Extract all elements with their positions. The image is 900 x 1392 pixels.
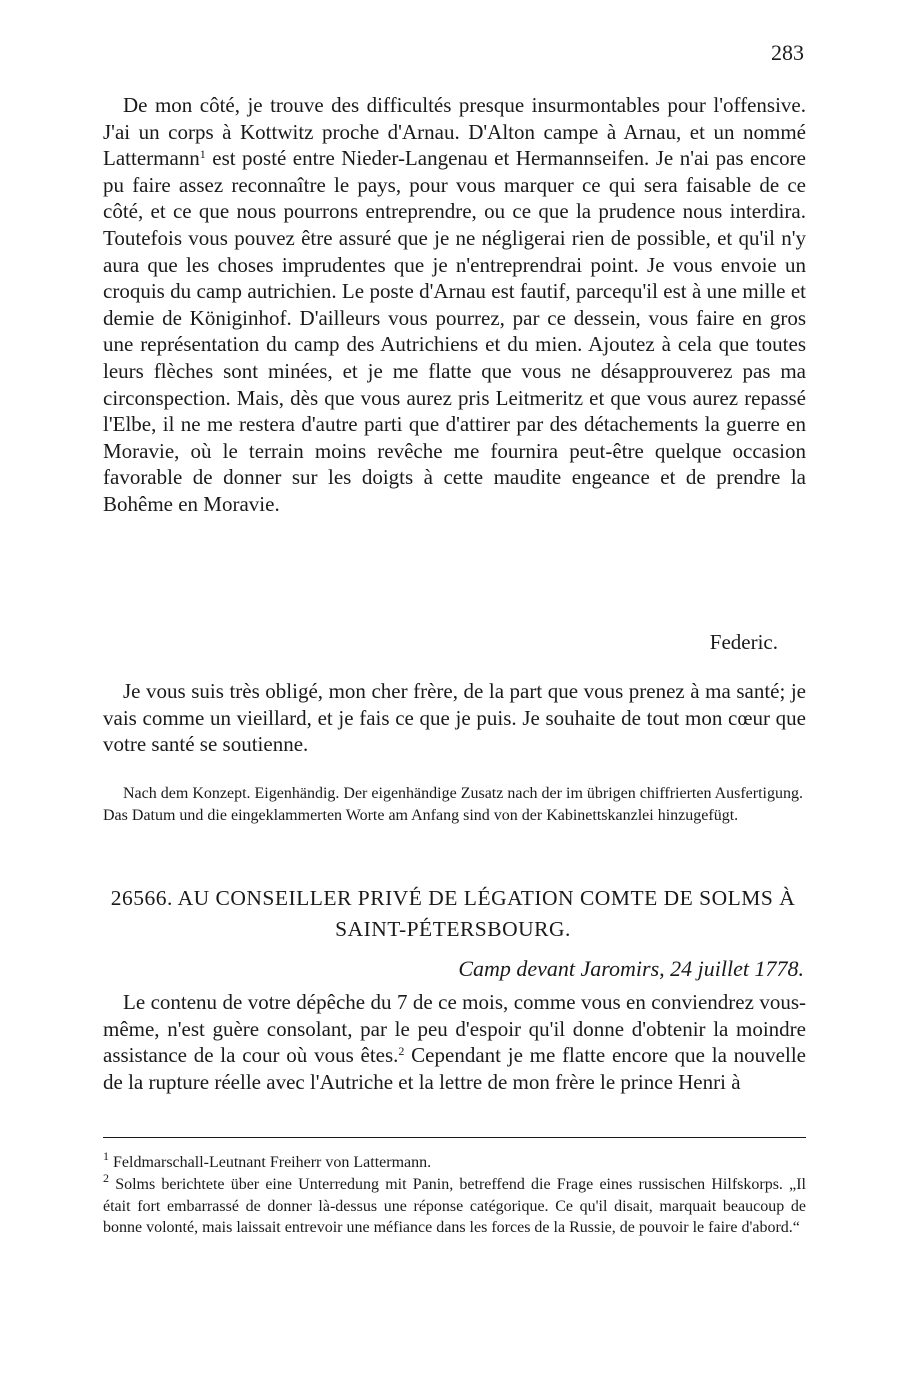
letter-paragraph — [103, 92, 806, 518]
footnote-divider — [103, 1137, 806, 1138]
letter-body-part-1: Le contenu de votre dépêche du 7 de ce mois, comme vous en conviendrez vous-même, n'est guère consolant, par le peu d'espoir qu'il donne d'obtenir la moindre assistance de la cour où vous êtes. — [103, 990, 806, 1068]
footnote-ref-1: 1 — [199, 147, 206, 162]
footnote-text-1: Feldmarschall-Leutnant Freiherr von Lattermann. — [113, 1154, 432, 1171]
signature: Federic. — [709, 630, 778, 654]
dateline: Camp devant Jaromirs, 24 juillet 1778. — [458, 956, 804, 981]
footnote-1 — [103, 1149, 806, 1174]
footnote-2 — [103, 1170, 807, 1239]
footnotes — [103, 1149, 807, 1239]
footnote-text-2: Solms berichtete über eine Unterredung mit Panin, betreffend die Frage eines russischen Hilfskorps. „Il était fort embarrassé de donner là-dessus une réponse catégorique. Ce qu'il disait, marquait beaucoup de bonne volonté, mais laissait entrevoir une méfiance dans les forces de la Russie, de pouvoir le faire d'abord.“ — [103, 1175, 807, 1237]
letter-heading — [103, 883, 803, 945]
letter-text-part-2: est posté entre Nieder-Langenau et Hermannseifen. Je n'ai pas encore pu faire assez reconnaître le pays, pour vous marquer ce qui sera faisable de ce côté, et ce que nous pourrons entreprendre, ou ce que la prudence nous interdira. Toutefois vous pouvez être assuré que je ne négligerai rien de possible, et qu'il n'y aura que les choses imprudentes que je n'entreprendrai point. Je vous envoie un croquis du camp autrichien. Le poste d'Arnau est fautif, parcequ'il est à une mille et demie de Königinhof. D'ailleurs vous pourrez, par ce dessein, vous faire en gros une représentation du camp des Autrichiens et du mien. Ajoutez à cela que toutes leurs flèches sont minées, et je me flatte que vous ne désapprouverez pas ma circonspection. Mais, dès que vous aurez pris Leitmeritz et que vous aurez repassé l'Elbe, il ne me restera d'autre parti que d'attirer par des détachements la guerre en Moravie, où le terrain moins revêche me fournira peut-être quelque occasion favorable de donner sur les doigts à cette maudite engeance et de prendre la Bohême en Moravie. — [103, 146, 806, 516]
letter-body-part-2: Cependant je me flatte encore que la nouvelle de la rupture réelle avec l'Autriche et la lettre de mon frère le prince Henri à — [103, 1043, 806, 1094]
letter-body-paragraph — [103, 989, 806, 1095]
letter-number: 26566. — [110, 886, 173, 910]
footnote-ref-2: 2 — [398, 1044, 405, 1059]
letter-text-part-1: De mon côté, je trouve des difficultés presque insurmontables pour l'offensive. J'ai un corps à Kottwitz proche d'Arnau. D'Alton campe à Arnau, et un nommé Lattermann — [103, 93, 806, 171]
footnote-marker-1: 1 — [103, 1149, 109, 1163]
footnote-marker-2: 2 — [103, 1170, 109, 1185]
page-number: 283 — [771, 40, 804, 65]
postscript-paragraph: Je vous suis très obligé, mon cher frère, de la part que vous prenez à ma santé; je vais comme un vieillard, et je fais ce que je puis. Je souhaite de tout mon cœur que votre santé se soutienne. — [103, 679, 806, 757]
source-note: Nach dem Konzept. Eigenhändig. Der eigenhändige Zusatz nach der im übrigen chiffrierten Ausfertigung. Das Datum und die eingeklammerten Worte am Anfang sind von der Kabinettskanzlei hinzugefügt. — [103, 785, 803, 824]
letter-title: AU CONSEILLER PRIVÉ DE LÉGATION COMTE DE SOLMS À SAINT-PÉTERSBOURG. — [177, 886, 796, 941]
